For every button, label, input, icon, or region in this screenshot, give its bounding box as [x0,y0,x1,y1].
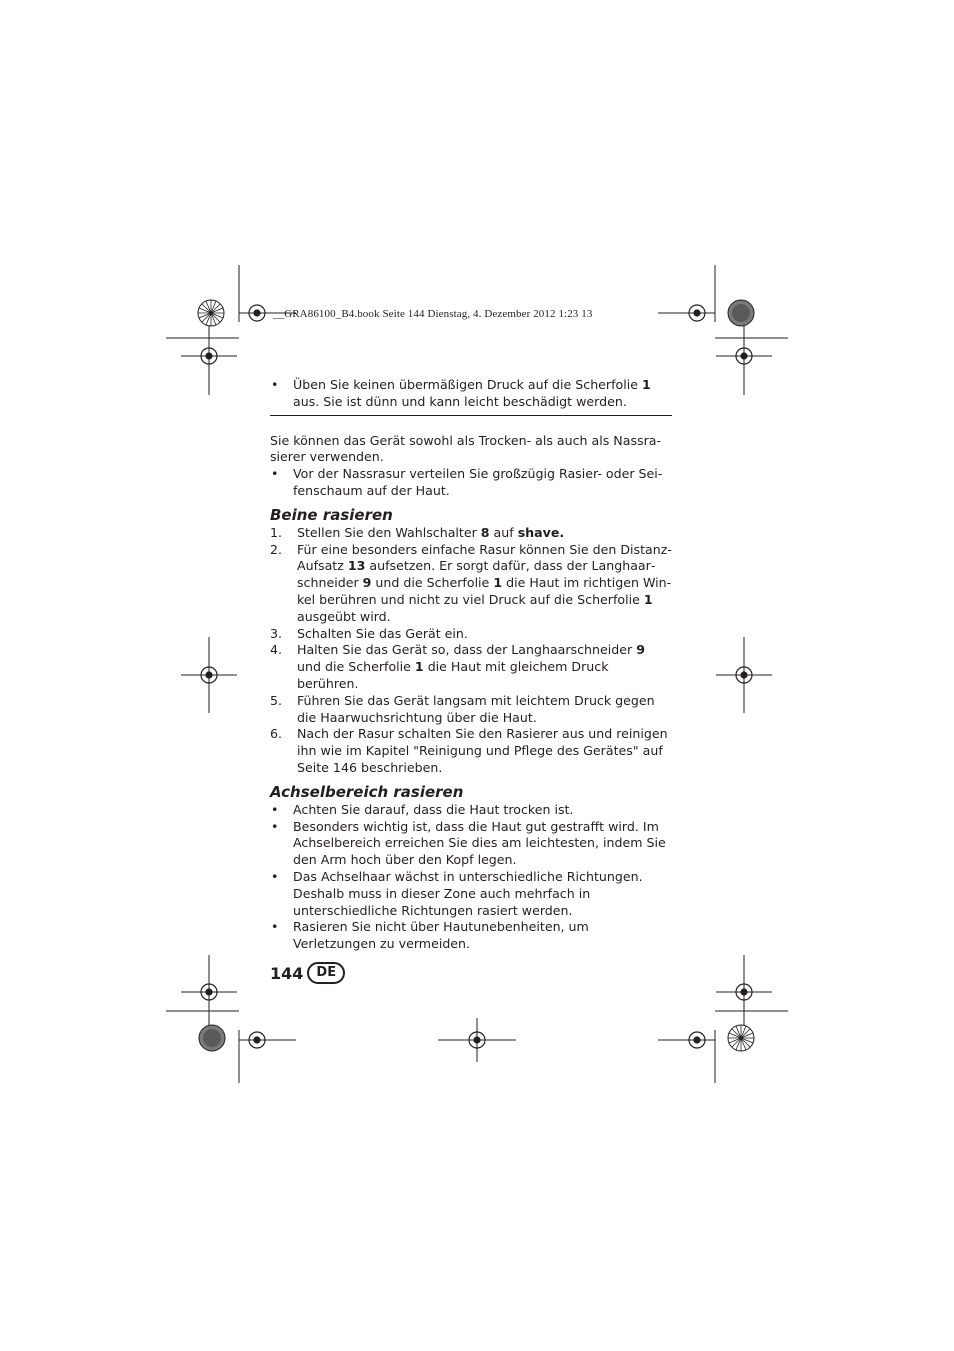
list-item: 4. Halten Sie das Gerät so, dass der Langhaarschneider 9 und die Scherfolie 1 die Haut mit gleichem Druck berühren. [270,642,645,691]
legs-steps [270,525,672,777]
page-number: 144 [270,963,304,983]
print-header: __GRA86100_B4.book Seite 144 Dienstag, 4. Dezember 2012 1:23 13 [273,308,593,320]
list-item: • Üben Sie keinen übermäßigen Druck auf die Scherfolie 1 aus. Sie ist dünn und kann leicht beschädigt werden. [270,377,672,411]
section-heading-armpit: Achselbereich rasieren [270,782,464,801]
page-footer [270,962,345,984]
top-note-list [270,377,672,411]
intro-text: Sie können das Gerät sowohl als Trocken- als auch als Nassrasierer verwenden. [270,432,662,465]
list-item: • Achten Sie darauf, dass die Haut trocken ist. [270,802,672,819]
list-item: 1. Stellen Sie den Wahlschalter 8 auf shave. [270,524,565,540]
list-item: • Das Achselhaar wächst in unterschiedliche Richtungen. Deshalb muss in dieser Zone auch mehrfach in unterschiedliche Richtungen rasiert werden. [270,869,672,919]
page-content [270,377,672,953]
section-heading-legs: Beine rasieren [270,505,393,524]
intro-list [270,466,672,500]
armpit-list [270,802,672,953]
list-item: 3. Schalten Sie das Gerät ein. [270,625,468,641]
list-item: 2. Für eine besonders einfache Rasur können Sie den DistanzAufsatz 13 aufsetzen. Er sorgt dafür, dass der Langhaarschneider 9 und die Scherfolie 1 die Haut im richtigen Winkel berühren und nicht zu viel Druck auf die Scherfolie 1 ausgeübt wird. [270,541,672,624]
section-divider [270,415,672,416]
list-item: • Besonders wichtig ist, dass die Haut gut gestrafft wird. Im Achselbereich erreichen Sie dies am leichtesten, indem Sie den Arm hoch über den Kopf legen. [270,819,672,869]
list-item: 5. Führen Sie das Gerät langsam mit leichtem Druck gegen die Haarwuchsrichtung über die Haut. [270,692,655,725]
list-item: • Vor der Nassrasur verteilen Sie großzügig Rasier- oder Seifenschaum auf der Haut. [270,466,672,500]
list-item: 6. Nach der Rasur schalten Sie den Rasierer aus und reinigen ihn wie im Kapitel "Reinigung und Pflege des Gerätes" auf Seite 146 beschrieben. [270,726,668,775]
list-item: • Rasieren Sie nicht über Hautunebenheiten, um Verletzungen zu vermeiden. [270,919,672,953]
language-badge: DE [307,962,345,984]
